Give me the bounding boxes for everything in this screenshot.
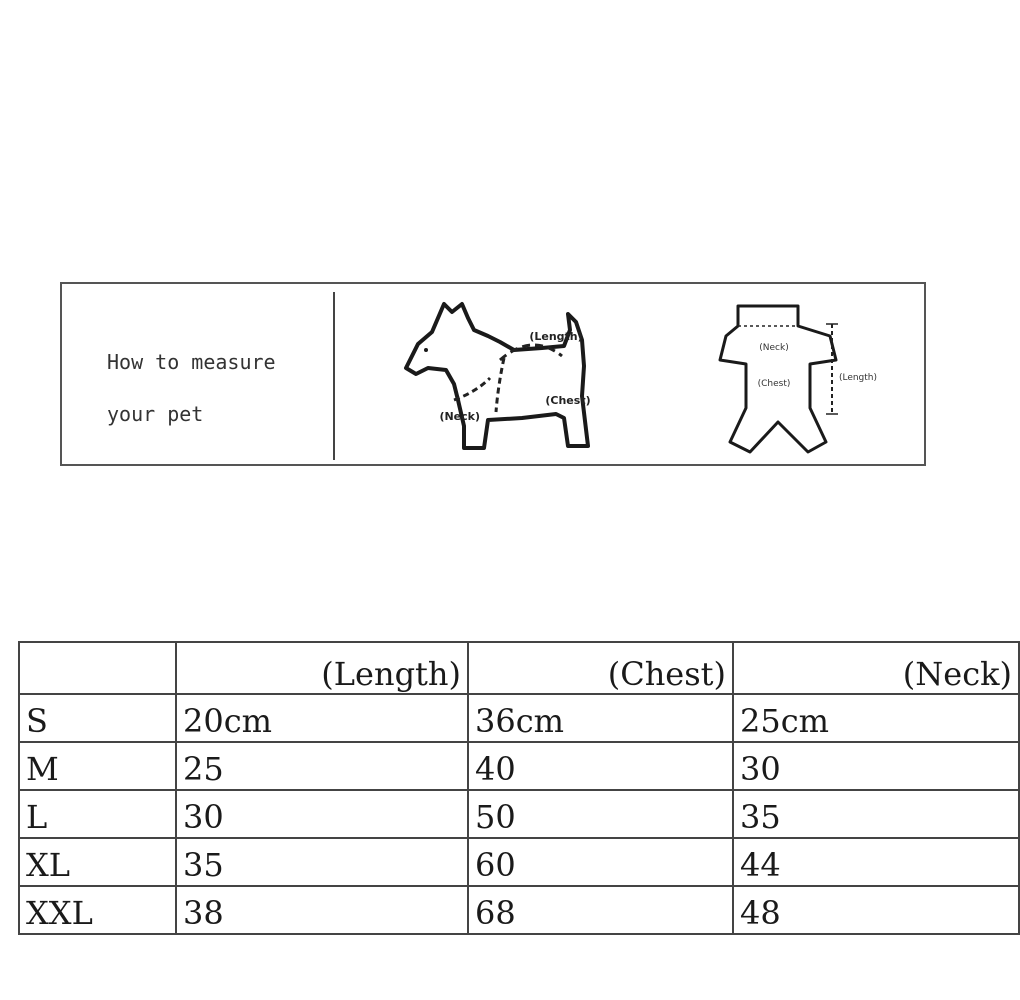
- header-size: [19, 642, 176, 694]
- length-cell: 35: [176, 838, 468, 886]
- table-row: [19, 742, 1019, 790]
- size-cell: S: [19, 694, 176, 742]
- dog-length-label: (Length): [529, 330, 583, 343]
- table-row: [19, 694, 1019, 742]
- chest-cell: 40: [468, 742, 733, 790]
- neck-cell: 48: [733, 886, 1019, 934]
- measure-guide-text: [107, 336, 276, 440]
- header-neck: (Neck): [733, 642, 1019, 694]
- table-row: [19, 838, 1019, 886]
- dog-neck-label: (Neck): [439, 410, 480, 423]
- header-chest: (Chest): [468, 642, 733, 694]
- header-length: (Length): [176, 642, 468, 694]
- chest-cell: 36cm: [468, 694, 733, 742]
- table-row: [19, 790, 1019, 838]
- chest-cell: 50: [468, 790, 733, 838]
- panel-divider: [333, 292, 335, 460]
- dog-chest-label: (Chest): [545, 394, 591, 407]
- chest-cell: 68: [468, 886, 733, 934]
- size-cell: XXL: [19, 886, 176, 934]
- length-cell: 30: [176, 790, 468, 838]
- size-chart-table: [18, 641, 1020, 935]
- garment-length-label: (Length): [838, 373, 878, 383]
- length-cell: 20cm: [176, 694, 468, 742]
- neck-cell: 30: [733, 742, 1019, 790]
- measure-guide-panel: [60, 282, 926, 466]
- neck-cell: 35: [733, 790, 1019, 838]
- length-cell: 38: [176, 886, 468, 934]
- length-cell: 25: [176, 742, 468, 790]
- chest-cell: 60: [468, 838, 733, 886]
- neck-cell: 25cm: [733, 694, 1019, 742]
- table-header-row: [19, 642, 1019, 694]
- garment-neck-label: (Neck): [759, 343, 789, 353]
- measure-guide-line1: How to measure: [107, 350, 276, 374]
- neck-cell: 44: [733, 838, 1019, 886]
- size-cell: XL: [19, 838, 176, 886]
- garment-chest-label: (Chest): [757, 379, 791, 389]
- garment-measurement-icon: [702, 298, 902, 458]
- size-cell: M: [19, 742, 176, 790]
- measure-guide-line2: your pet: [107, 402, 204, 426]
- table-row: [19, 886, 1019, 934]
- dog-measurement-icon: [392, 296, 662, 461]
- size-cell: L: [19, 790, 176, 838]
